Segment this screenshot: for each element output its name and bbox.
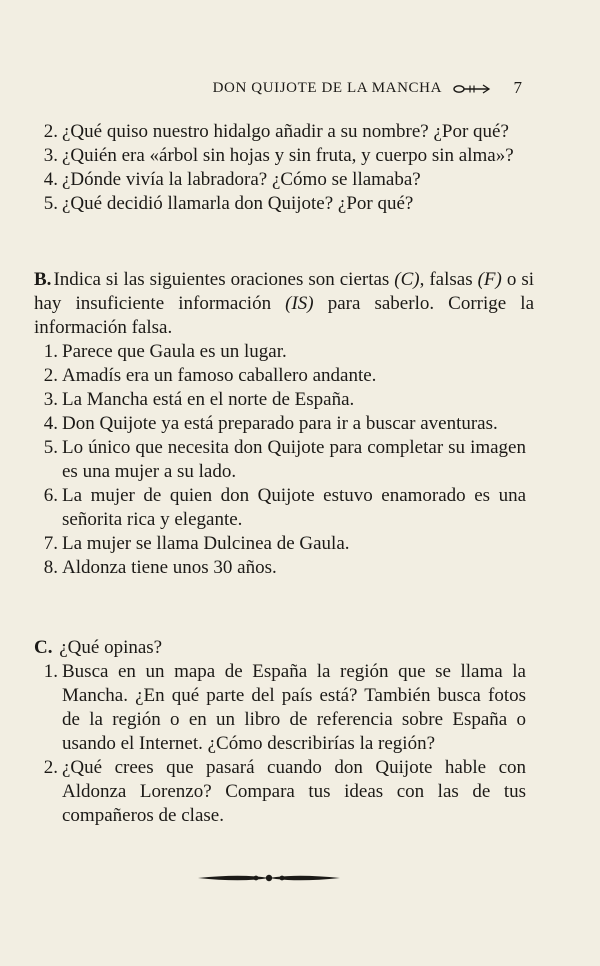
list-item — [43, 660, 526, 756]
list-item — [43, 340, 526, 364]
item-number: 1. — [43, 661, 58, 682]
section-b-instruction — [34, 268, 534, 340]
list-item — [43, 388, 526, 412]
item-number: 6. — [43, 485, 58, 506]
list-item — [43, 532, 526, 556]
section-c-heading — [34, 636, 534, 660]
item-text: La mujer se llama Dulcinea de Gaula. — [62, 533, 350, 554]
list-item — [43, 756, 526, 828]
section-heading: ¿Qué opinas? — [59, 637, 163, 658]
item-text: ¿Qué quiso nuestro hidalgo añadir a su nombre? ¿Por qué? — [62, 121, 509, 142]
section-letter: C. — [34, 637, 53, 658]
question-list-c — [43, 660, 526, 828]
item-text: Busca en un mapa de España la región que se llama la Mancha. ¿En qué parte del país está? También busca fotos de la región o en un libro de referencia sobre España o usando el Internet. ¿Cómo describirías la región? — [62, 661, 526, 754]
list-item — [43, 120, 532, 144]
item-number: 2. — [43, 757, 58, 778]
item-number: 1. — [43, 341, 58, 362]
list-item — [43, 484, 526, 532]
label-falsa: (F) — [477, 269, 502, 290]
item-number: 4. — [43, 169, 58, 190]
item-number: 4. — [43, 413, 58, 434]
list-item — [43, 192, 532, 216]
list-item — [43, 364, 526, 388]
item-text: ¿Qué decidió llamarla don Quijote? ¿Por qué? — [62, 193, 414, 214]
item-number: 5. — [43, 193, 58, 214]
instruction-text: o si hay insuficiente información — [34, 269, 534, 314]
list-item — [43, 144, 532, 168]
item-text: Aldonza tiene unos 30 años. — [62, 557, 277, 578]
instruction-text: , falsas — [419, 269, 478, 290]
item-text: Parece que Gaula es un lugar. — [62, 341, 287, 362]
quill-ornament-icon — [452, 80, 492, 98]
item-text: ¿Quién era «árbol sin hojas y sin fruta, y cuerpo sin alma»? — [62, 145, 514, 166]
item-number: 3. — [43, 145, 58, 166]
instruction-text: para saberlo. Corrige la información falsa. — [34, 293, 534, 338]
page-number: 7 — [513, 78, 522, 97]
label-insuficiente: (IS) — [285, 293, 314, 314]
list-item — [43, 168, 532, 192]
section-b — [34, 268, 534, 580]
item-text: ¿Dónde vivía la labradora? ¿Cómo se llamaba? — [62, 169, 421, 190]
item-text: ¿Qué crees que pasará cuando don Quijote hable con Aldonza Lorenzo? Compara tus ideas con las de tus compañeros de clase. — [62, 757, 526, 826]
item-number: 8. — [43, 557, 58, 578]
running-head — [0, 78, 600, 102]
item-text: Don Quijote ya está preparado para ir a buscar aventuras. — [62, 413, 498, 434]
section-c — [34, 636, 534, 828]
list-item — [43, 436, 526, 484]
item-text: La Mancha está en el norte de España. — [62, 389, 355, 410]
item-number: 7. — [43, 533, 58, 554]
section-end-ornament-icon — [196, 868, 342, 888]
list-item — [43, 412, 526, 436]
item-number: 3. — [43, 389, 58, 410]
item-number: 2. — [43, 121, 58, 142]
statement-list-b — [43, 340, 526, 580]
item-number: 2. — [43, 365, 58, 386]
section-letter: B. — [34, 269, 52, 290]
question-list-a — [43, 120, 532, 216]
item-text: Lo único que necesita don Quijote para completar su imagen es una mujer a su lado. — [62, 437, 526, 482]
item-text: La mujer de quien don Quijote estuvo enamorado es una señorita rica y elegante. — [62, 485, 526, 530]
item-text: Amadís era un famoso caballero andante. — [62, 365, 377, 386]
running-head-title: DON QUIJOTE DE LA MANCHA — [212, 80, 442, 96]
instruction-text: Indica si las siguientes oraciones son ciertas — [53, 269, 395, 290]
list-item — [43, 556, 526, 580]
label-cierta: (C) — [394, 269, 420, 290]
item-number: 5. — [43, 437, 58, 458]
